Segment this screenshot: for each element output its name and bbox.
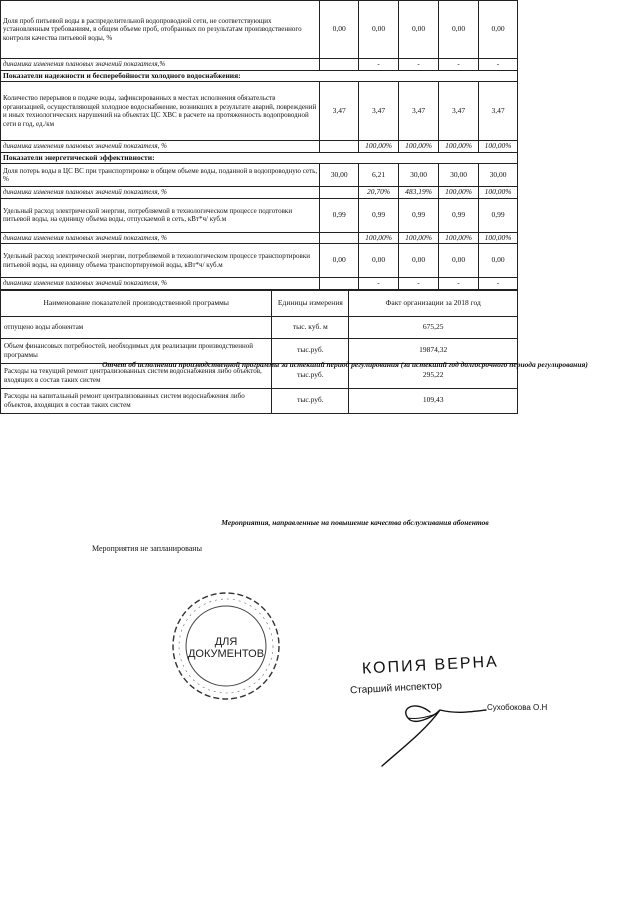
table-row: динамика изменения плановых значений показателя, % 20,70% 483,19% 100,00% 100,00% [1,187,518,199]
table-row: Доля потерь воды в ЦС ВС при транспортировке в общем объеме воды, поданной в водопроводную сеть, % 30,00 6,21 30,00 30,00 30,00 [1,164,518,187]
signature-icon [360,690,500,770]
report-caption: Отчет об исполнении производственной программы за истекший период регулирования (за истекший год долгосрочного периода регулирования) [102,360,588,369]
table-row: динамика изменения плановых значений показателя,% - - - - [1,59,518,71]
table-row: Удельный расход электрической энергии, потребляемой в технологическом процессе транспортировки питьевой воды, на единицу объема транспортируемой воды, кВт*ч/ куб.м 0,00 0,00 0,00 0,00 0,00 [1,244,518,278]
table-row: Удельный расход электрической энергии, потребляемой в технологическом процессе подготовки питьевой воды, на единицу объема воды, отпускаемой в сеть, кВт*ч/ куб.м 0,99 0,99 0,99 0,99 0,99 [1,198,518,232]
inspector-name: Сухобокова О.Н [487,703,548,712]
round-stamp [170,590,282,702]
table-header-row [1,290,518,316]
table-row: Расходы на текущий ремонт централизованных систем водоснабжения либо объектов, входящих в состав таких систем тыс.руб. 295,22 [1,363,518,388]
row-label: Доля проб питьевой воды в распределительной водопроводной сети, не соответствующих установленным требованиям, в общем объеме проб, отобранных по результатам производственного контроля качества питьевой воды, % [1,1,320,59]
table-row: Расходы на капитальный ремонт централизованных систем водоснабжения либо объектов, входящих в состав таких систем тыс.руб. 109,43 [1,388,518,413]
table-row: динамика изменения плановых значений показателя, % 100,00% 100,00% 100,00% 100,00% [1,141,518,153]
table-row: Объем финансовых потребностей, необходимых для реализации производственной программы тыс.руб. 19874,32 [1,338,518,363]
measures-text: Мероприятия не запланированы [92,544,202,553]
copy-certified-title: КОПИЯ ВЕРНА [361,653,500,678]
measures-caption: Мероприятия, направленные на повышение качества обслуживания абонентов [221,518,489,527]
indicators-table [0,0,518,290]
table-row: Доля проб питьевой воды в распределительной водопроводной сети, не соответствующих установленным требованиям, в общем объеме проб, отобранных по результатам производственного контроля качества питьевой воды, % 0,00 0,00 0,00 0,00 0,00 [1,1,518,59]
table-row: Количество перерывов в подаче воды, зафиксированных в местах исполнения обязательств организацией, осуществляющей холодное водоснабжение, возникших в результате аварий, повреждений и иных технологических нарушений на объектах ЦС ХВС в расчете на протяженность водопроводной сети в год, ед./км 3,47 3,47 3,47 3,47 3,47 [1,82,518,141]
section-header: Показатели энергетической эффективности: [1,152,518,164]
signature [360,690,500,770]
column-header: Наименование показателей производственной программы [1,290,272,316]
inspector-position: Старший инспектор [349,680,443,697]
section-header: Показатели надежности и бесперебойности холодного водоснабжения: [1,70,518,82]
table-row: динамика изменения плановых значений показателя, % 100,00% 100,00% 100,00% 100,00% [1,232,518,244]
report-table [0,290,518,414]
column-header: Факт организации за 2018 год [349,290,518,316]
column-header: Единицы измерения [272,290,349,316]
table-row: динамика изменения плановых значений показателя, % - - - - [1,278,518,290]
stamp-center-text: ДЛЯ ДОКУМЕНТОВ [187,636,265,660]
table-row: отпущено воды абонентам тыс. куб. м 675,25 [1,316,518,338]
